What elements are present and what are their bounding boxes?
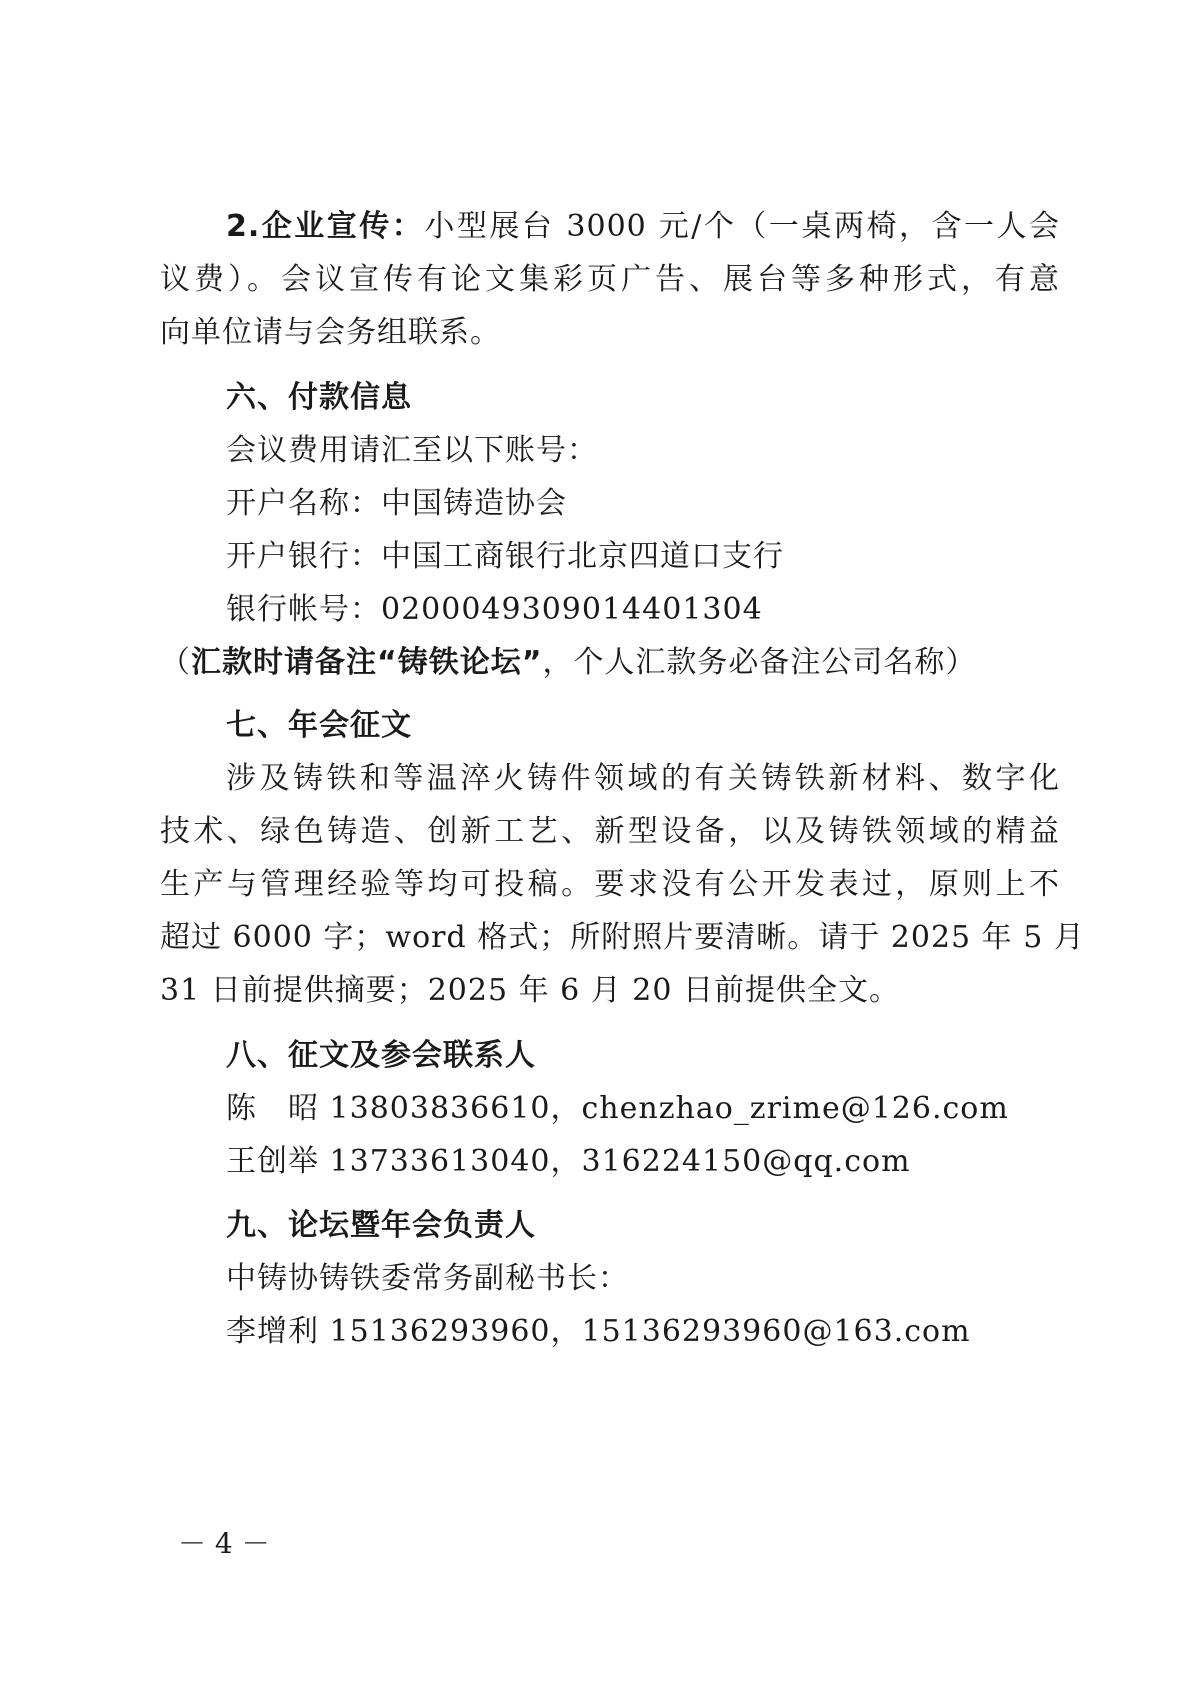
ad-line-3: 向单位请与会务组联系。 — [160, 315, 501, 350]
papers-line-4: 超过 6000 字；word 格式；所附照片要清晰。请于 2025 年 5 月 — [160, 920, 1085, 955]
papers-line-2: 技术、绿色铸造、创新工艺、新型设备，以及铸铁领域的精益 — [160, 814, 1060, 849]
ad-line-2: 议费）。会议宣传有论文集彩页广告、展台等多种形式，有意 — [160, 262, 1060, 297]
page-number: － 4 － — [178, 1527, 270, 1560]
payment-note-bold: 汇款时请备注“铸铁论坛” — [191, 645, 543, 680]
papers-line-3: 生产与管理经验等均可投稿。要求没有公开发表过，原则上不 — [160, 867, 1060, 902]
payment-note-rest: ，个人汇款务必备注公司名称） — [542, 645, 977, 680]
bank-name: 开户银行：中国工商银行北京四道口支行 — [226, 539, 784, 574]
ad-line-1-text: 小型展台 3000 元/个（一桌两椅，含一人会 — [424, 209, 1060, 244]
papers-line-1: 涉及铸铁和等温淬火铸件领域的有关铸铁新材料、数字化 — [226, 761, 1060, 796]
papers-line-5: 31 日前提供摘要；2025 年 6 月 20 日前提供全文。 — [160, 973, 900, 1008]
payment-intro: 会议费用请汇至以下账号： — [226, 433, 598, 468]
payment-heading: 六、付款信息 — [226, 380, 412, 415]
ad-label: 2.企业宣传： — [226, 209, 425, 244]
ad-line-1 — [226, 207, 1060, 247]
payment-note — [160, 643, 976, 683]
contact-wang: 王创举 13733613040，316224150@qq.com — [226, 1144, 911, 1179]
contact-chen: 陈 昭 13803836610，chenzhao_zrime@126.com — [226, 1091, 1009, 1126]
account-number: 银行帐号：0200049309014401304 — [226, 592, 763, 627]
contacts-heading: 八、征文及参会联系人 — [226, 1038, 536, 1073]
responsible-heading: 九、论坛暨年会负责人 — [226, 1208, 536, 1243]
responsible-role: 中铸协铸铁委常务副秘书长： — [226, 1261, 629, 1296]
account-name: 开户名称：中国铸造协会 — [226, 486, 567, 521]
papers-heading: 七、年会征文 — [226, 708, 412, 743]
payment-note-open: （ — [160, 645, 191, 680]
responsible-person: 李增利 15136293960，15136293960@163.com — [226, 1314, 971, 1349]
